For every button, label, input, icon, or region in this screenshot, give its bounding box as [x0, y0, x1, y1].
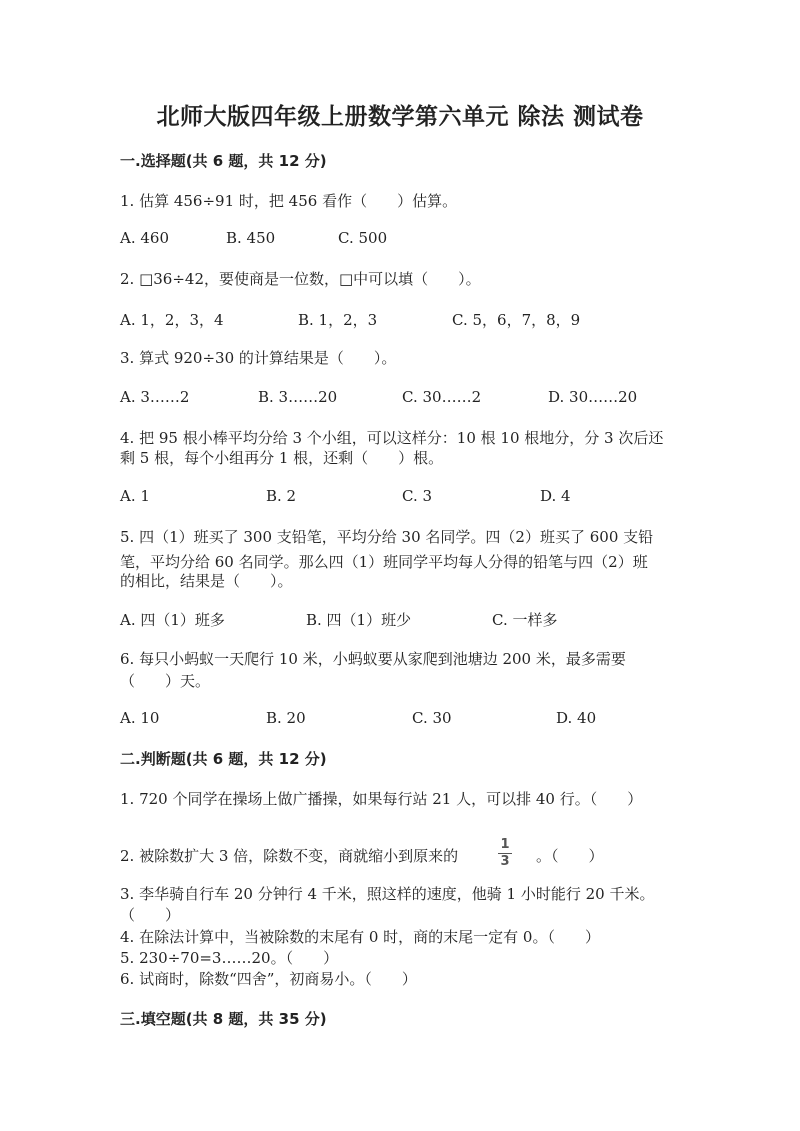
question-6-text-line-1: 6. 每只小蚂蚁一天爬行 10 米，小蚂蚁要从家爬到池塘边 200 米，最多需要 — [120, 650, 626, 668]
true-false-item-3-line-2: （ ） — [120, 906, 181, 924]
section-header-true-false: 二.判断题(共 6 题，共 12 分) — [120, 750, 327, 768]
question-5-option-a: A. 四（1）班多 — [120, 611, 225, 629]
question-2-option-b: B. 1，2，3 — [298, 311, 378, 329]
question-2-text: 2. □36÷42，要使商是一位数，□中可以填（ ）。 — [120, 270, 481, 288]
true-false-item-1: 1. 720 个同学在操场上做广播操，如果每行站 21 人，可以排 40 行。（ ） — [120, 790, 643, 808]
true-false-item-2-tail: 。（ ） — [536, 847, 604, 865]
question-1-option-b: B. 450 — [226, 229, 276, 247]
section-header-choice: 一.选择题(共 6 题，共 12 分) — [120, 152, 327, 170]
true-false-item-4: 4. 在除法计算中，当被除数的末尾有 0 时，商的末尾一定有 0。（ ） — [120, 928, 600, 946]
question-5-text-line-1: 5. 四（1）班买了 300 支铅笔，平均分给 30 名同学。四（2）班买了 600 支铅 — [120, 528, 654, 546]
question-5-text-line-3: 的相比，结果是（ ）。 — [120, 572, 293, 590]
question-4-option-a: A. 1 — [120, 487, 150, 505]
true-false-item-2: 2. 被除数扩大 3 倍，除数不变，商就缩小到原来的 — [120, 847, 459, 865]
question-1-option-a: A. 460 — [120, 229, 169, 247]
question-5-option-b: B. 四（1）班少 — [306, 611, 412, 629]
question-3-option-d: D. 30……20 — [548, 388, 638, 406]
question-5-option-c: C. 一样多 — [492, 611, 558, 629]
question-2-option-a: A. 1，2，3，4 — [120, 311, 224, 329]
question-6-option-a: A. 10 — [120, 709, 160, 727]
question-2-option-c: C. 5，6，7，8，9 — [452, 311, 581, 329]
question-4-text-line-2: 剩 5 根，每个小组再分 1 根，还剩（ ）根。 — [120, 449, 444, 467]
true-false-item-6: 6. 试商时，除数“四舍”，初商易小。（ ） — [120, 970, 417, 988]
question-4-option-b: B. 2 — [266, 487, 297, 505]
question-6-option-c: C. 30 — [412, 709, 452, 727]
question-1-text: 1. 估算 456÷91 时，把 456 看作（ ）估算。 — [120, 192, 458, 210]
section-header-fill-blank: 三.填空题(共 8 题，共 35 分) — [120, 1010, 327, 1028]
fraction-denominator: 3 — [500, 854, 510, 869]
question-3-text: 3. 算式 920÷30 的计算结果是（ ）。 — [120, 349, 397, 367]
question-4-option-d: D. 4 — [540, 487, 571, 505]
question-4-text-line-1: 4. 把 95 根小棒平均分给 3 个小组，可以这样分：10 根 10 根地分，分 3 次后还 — [120, 429, 664, 447]
fraction-one-third — [498, 838, 512, 869]
true-false-item-5: 5. 230÷70=3……20。（ ） — [120, 949, 339, 967]
fraction-numerator: 1 — [500, 837, 510, 852]
true-false-item-3-line-1: 3. 李华骑自行车 20 分钟行 4 千米，照这样的速度，他骑 1 小时能行 20 千米。 — [120, 885, 655, 903]
question-3-option-a: A. 3……2 — [120, 388, 190, 406]
page-title: 北师大版四年级上册数学第六单元 除法 测试卷 — [156, 104, 644, 130]
question-3-option-c: C. 30……2 — [402, 388, 482, 406]
question-3-option-b: B. 3……20 — [258, 388, 338, 406]
question-6-option-d: D. 40 — [556, 709, 597, 727]
question-5-text-line-2: 笔，平均分给 60 名同学。那么四（1）班同学平均每人分得的铅笔与四（2）班 — [120, 553, 648, 571]
question-4-option-c: C. 3 — [402, 487, 433, 505]
question-6-option-b: B. 20 — [266, 709, 306, 727]
question-1-option-c: C. 500 — [338, 229, 388, 247]
question-6-text-line-2: （ ）天。 — [120, 672, 211, 690]
